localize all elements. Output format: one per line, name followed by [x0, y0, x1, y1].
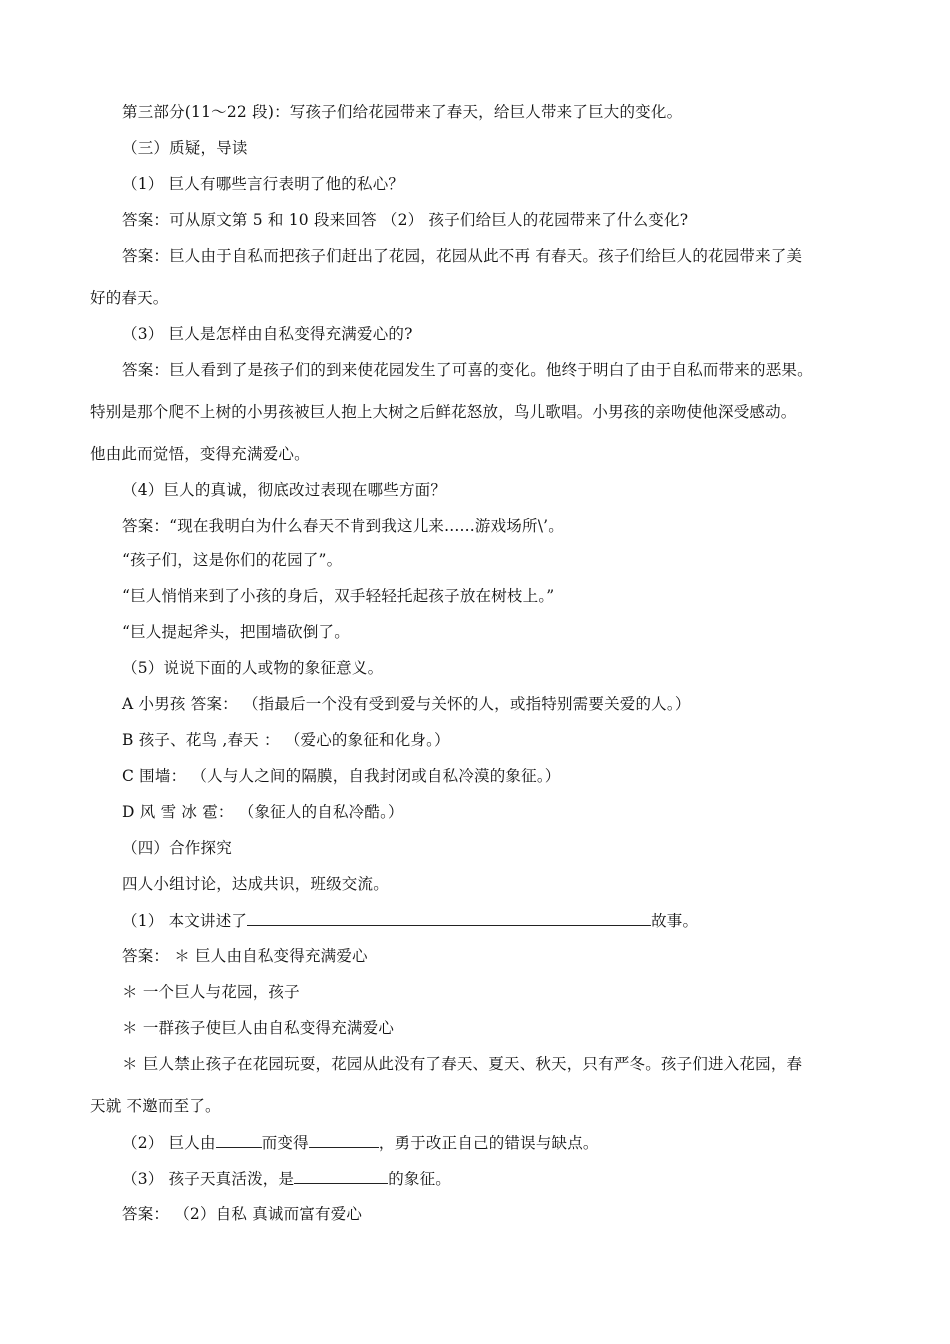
- answer-2-line-1: 答案：巨人由于自私而把孩子们赶出了花园，花园从此不再 有春天。孩子们给巨人的花园带来了美: [122, 247, 803, 265]
- fill-question-1: [122, 910, 698, 931]
- group-discussion: 四人小组讨论，达成共识，班级交流。: [122, 875, 389, 893]
- section-three-summary: 第三部分(11～22 段)：写孩子们给花园带来了春天，给巨人带来了巨大的变化。: [122, 103, 683, 121]
- answer-blank: [309, 1132, 379, 1148]
- answer-option-2: ＊ 一个巨人与花园，孩子: [122, 983, 300, 1001]
- fill-question-1-prefix: （1） 本文讲述了: [122, 912, 248, 930]
- question-5: （5）说说下面的人或物的象征意义。: [122, 659, 384, 677]
- fill-question-2-prefix: （2） 巨人由: [122, 1134, 216, 1152]
- symbol-d: D 风 雪 冰 雹： （象征人的自私冷酷。）: [122, 803, 404, 821]
- fill-question-2: [122, 1132, 599, 1153]
- fill-question-3: [122, 1168, 451, 1189]
- answer-option-1: 答案： ＊ 巨人由自私变得充满爱心: [122, 947, 368, 965]
- symbol-b: B 孩子、花鸟 ,春天 ： （爱心的象征和化身。）: [122, 731, 450, 749]
- heading-cooperative-inquiry: （四）合作探究: [122, 839, 232, 857]
- fill-question-3-prefix: （3） 孩子天真活泼，是: [122, 1170, 295, 1188]
- answer-3-line-3: 他由此而觉悟，变得充满爱心。: [90, 445, 310, 463]
- symbol-c: C 围墙： （人与人之间的隔膜，自我封闭或自私冷漠的象征。）: [122, 767, 561, 785]
- answer-blank: [294, 1168, 388, 1184]
- answer-blank: [216, 1132, 262, 1148]
- answer-blank: [247, 910, 651, 926]
- fill-question-1-suffix: 故事。: [651, 912, 699, 930]
- final-answer: 答案： （2）自私 真诚而富有爱心: [122, 1205, 363, 1223]
- answer-3-line-2: 特别是那个爬不上树的小男孩被巨人抱上大树之后鲜花怒放，鸟儿歌唱。小男孩的亲吻使他深受感动。: [90, 403, 797, 421]
- answer-2-line-2: 好的春天。: [90, 289, 169, 307]
- question-3: （3） 巨人是怎样由自私变得充满爱心的?: [122, 325, 413, 343]
- answer-3-line-1: 答案：巨人看到了是孩子们的到来使花园发生了可喜的变化。他终于明白了由于自私而带来的恶果。: [122, 361, 813, 379]
- fill-question-3-suffix: 的象征。: [388, 1170, 452, 1188]
- answer-option-4-line-2: 天就 不邀而至了。: [90, 1097, 221, 1115]
- question-1: （1） 巨人有哪些言行表明了他的私心？: [122, 175, 405, 193]
- fill-question-2-middle: 而变得: [261, 1134, 309, 1152]
- answer-4-line-2: “孩子们，这是你们的花园了”。: [122, 551, 343, 569]
- answer-4-line-4: “巨人提起斧头，把围墙砍倒了。: [122, 623, 350, 641]
- symbol-a: A 小男孩 答案： （指最后一个没有受到爱与关怀的人，或指特别需要关爱的人。）: [122, 695, 691, 713]
- question-4: （4）巨人的真诚，彻底改过表现在哪些方面？: [122, 481, 447, 499]
- answer-4-line-3: “巨人悄悄来到了小孩的身后，双手轻轻托起孩子放在树枝上。”: [122, 587, 555, 605]
- answer-1-question-2: 答案：可从原文第 5 和 10 段来回答 （2） 孩子们给巨人的花园带来了什么变化?: [122, 211, 689, 229]
- answer-option-3: ＊ 一群孩子使巨人由自私变得充满爱心: [122, 1019, 395, 1037]
- answer-4-line-1: 答案：“现在我明白为什么春天不肯到我这儿来......游戏场所\’。: [122, 517, 564, 535]
- fill-question-2-suffix: ，勇于改正自己的错误与缺点。: [378, 1134, 599, 1152]
- heading-question-guide: （三）质疑，导读: [122, 139, 248, 157]
- answer-option-4-line-1: ＊ 巨人禁止孩子在花园玩耍，花园从此没有了春天、夏天、秋天，只有严冬。孩子们进入花园，春: [122, 1055, 803, 1073]
